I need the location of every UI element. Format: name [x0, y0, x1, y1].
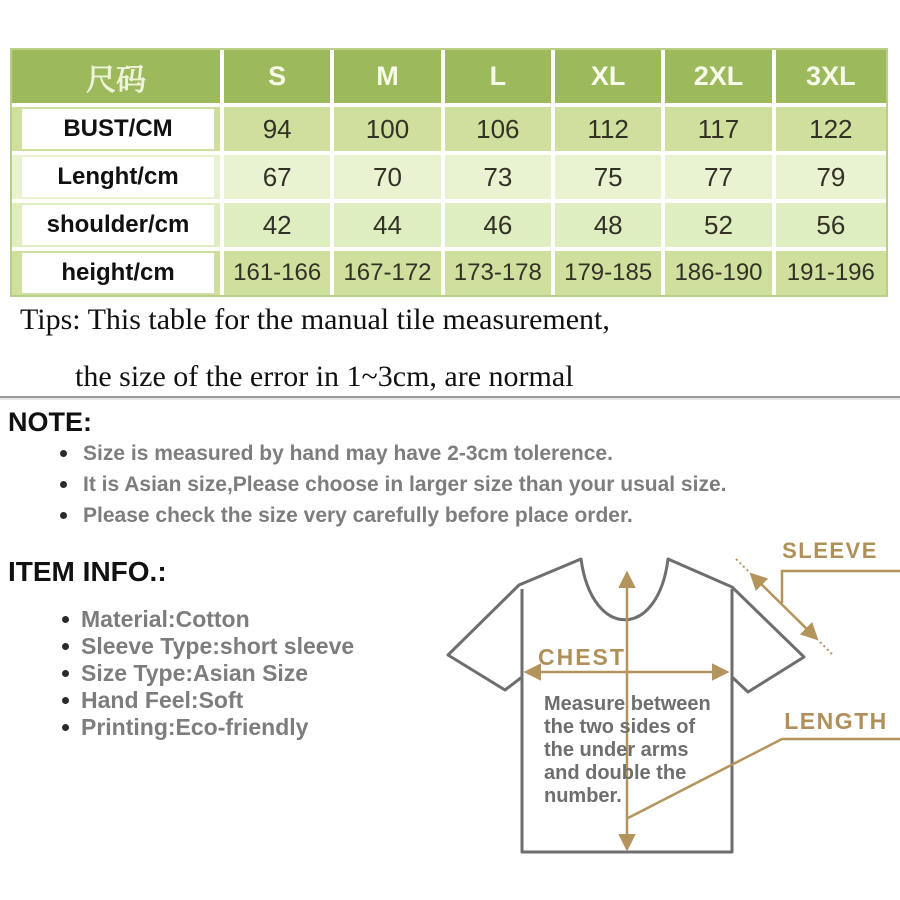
length-label: LENGTH — [784, 708, 888, 734]
cell-value: 79 — [776, 155, 886, 203]
note-item-text: Size is measured by hand may have 2-3cm tolerence. — [83, 441, 613, 465]
row-label-shoulder: shoulder/cm — [22, 205, 214, 245]
measure-note-line: Measure between — [544, 693, 711, 715]
size-table-header-s: S — [224, 50, 334, 107]
measure-note-line: number. — [544, 785, 622, 807]
item-info-item — [62, 687, 354, 714]
bullet-dot-icon — [62, 724, 69, 731]
item-info-item — [62, 633, 354, 660]
note-item — [60, 438, 726, 469]
note-list — [60, 438, 726, 531]
size-table-header-l: L — [445, 50, 555, 107]
cell-value: 186-190 — [665, 251, 775, 295]
measure-note-line: the under arms — [544, 739, 689, 761]
chest-label: CHEST — [538, 644, 626, 670]
size-table-header-row — [12, 50, 886, 107]
note-item-text: Please check the size very carefully before place order. — [83, 503, 633, 527]
size-table-header-size: 尺码 — [12, 50, 224, 107]
item-info-text: Hand Feel:Soft — [81, 687, 244, 713]
table-row-shoulder — [12, 203, 886, 251]
sleeve-label: SLEEVE — [782, 538, 878, 563]
note-item — [60, 469, 726, 500]
cell-value: 73 — [445, 155, 555, 203]
cell-value: 56 — [776, 203, 886, 251]
cell-value: 122 — [776, 107, 886, 155]
size-table-header-m: M — [334, 50, 444, 107]
cell-value: 112 — [555, 107, 665, 155]
size-table-header-3xl: 3XL — [776, 50, 886, 107]
size-table-header-xl: XL — [555, 50, 665, 107]
cell-value: 167-172 — [334, 251, 444, 295]
item-info-text: Size Type:Asian Size — [81, 660, 309, 686]
item-info-list — [62, 606, 354, 741]
tshirt-diagram-svg — [430, 530, 900, 900]
row-label-height: height/cm — [22, 253, 214, 293]
size-table — [10, 48, 888, 297]
cell-value: 173-178 — [445, 251, 555, 295]
item-info-item — [62, 606, 354, 633]
cell-value: 52 — [665, 203, 775, 251]
bullet-dot-icon — [60, 512, 67, 519]
cell-value: 117 — [665, 107, 775, 155]
bullet-dot-icon — [62, 616, 69, 623]
item-info-text: Material:Cotton — [81, 606, 250, 632]
bullet-dot-icon — [62, 670, 69, 677]
item-info-item — [62, 660, 354, 687]
cell-value: 70 — [334, 155, 444, 203]
cell-value: 46 — [445, 203, 555, 251]
table-row-length — [12, 155, 886, 203]
cell-value: 44 — [334, 203, 444, 251]
row-label-bust: BUST/CM — [22, 109, 214, 149]
item-info-text: Sleeve Type:short sleeve — [81, 633, 355, 659]
measure-note-line: the two sides of — [544, 716, 696, 738]
tips-line-2: the size of the error in 1~3cm, are normal — [75, 360, 574, 393]
table-row-bust — [12, 107, 886, 155]
note-item-text: It is Asian size,Please choose in larger size than your usual size. — [83, 472, 727, 496]
cell-value: 75 — [555, 155, 665, 203]
cell-value: 191-196 — [776, 251, 886, 295]
row-label-length: Lenght/cm — [22, 157, 214, 197]
bullet-dot-icon — [60, 481, 67, 488]
bullet-dot-icon — [62, 643, 69, 650]
measure-note-line: and double the — [544, 762, 687, 784]
table-row-height — [12, 251, 886, 295]
tshirt-measurement-diagram — [430, 530, 900, 900]
cell-value: 106 — [445, 107, 555, 155]
size-table-header-2xl: 2XL — [665, 50, 775, 107]
note-heading: NOTE: — [8, 407, 92, 437]
section-divider — [0, 396, 900, 398]
tips-line-1: Tips: This table for the manual tile measurement, — [20, 303, 610, 336]
cell-value: 161-166 — [224, 251, 334, 295]
cell-value: 100 — [334, 107, 444, 155]
item-info-heading: ITEM INFO.: — [8, 556, 167, 587]
item-info-item — [62, 714, 354, 741]
cell-value: 179-185 — [555, 251, 665, 295]
cell-value: 77 — [665, 155, 775, 203]
note-item — [60, 500, 726, 531]
cell-value: 48 — [555, 203, 665, 251]
cell-value: 42 — [224, 203, 334, 251]
cell-value: 67 — [224, 155, 334, 203]
bullet-dot-icon — [62, 697, 69, 704]
item-info-text: Printing:Eco-friendly — [81, 714, 309, 740]
cell-value: 94 — [224, 107, 334, 155]
bullet-dot-icon — [60, 450, 67, 457]
